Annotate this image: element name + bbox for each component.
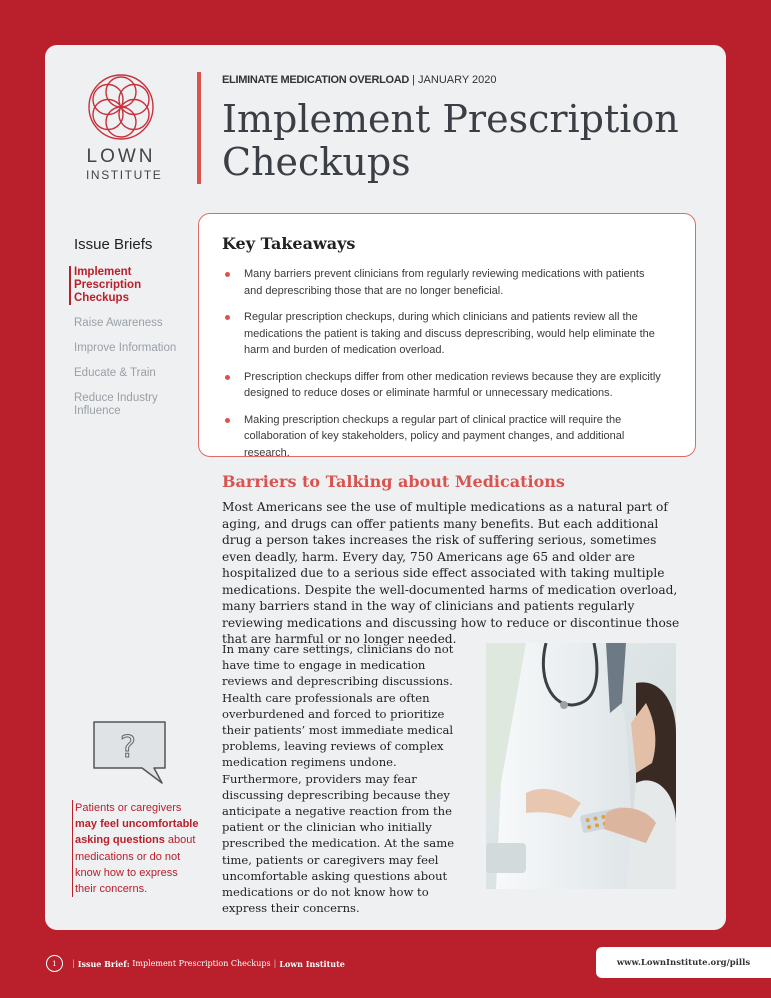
lown-logo-icon	[86, 72, 156, 142]
doctor-photo	[486, 643, 676, 889]
footer-org: Lown Institute	[279, 958, 345, 969]
sidebar-item-implement-prescription-checkups[interactable]: Implement Prescription Checkups	[69, 266, 184, 305]
kicker	[222, 74, 497, 86]
lown-logo	[86, 72, 163, 182]
section-heading: Barriers to Talking about Medications	[222, 472, 565, 491]
doctor-handing-pills-image	[486, 643, 676, 889]
list-item: Prescription checkups differ from other medication reviews because they are explicitly designed to reduce doses or eliminate harmful or unnecessary medications.	[222, 369, 662, 402]
question-mark-glyph: ?	[120, 730, 136, 765]
key-takeaways-box	[198, 213, 696, 457]
list-item: Making prescription checkups a regular part of clinical practice will require the collaboration of key stakeholders, policy and payment changes, and additional research.	[222, 412, 662, 462]
footer-left: 1 | Issue Brief: Implement Prescription Checkups | Lown Institute	[46, 955, 345, 972]
bullet-icon	[225, 418, 230, 423]
sidebar-item-raise-awareness[interactable]: Raise Awareness	[74, 317, 163, 329]
sidebar-nav	[74, 266, 184, 430]
body-paragraph-1: Most Americans see the use of multiple medications as a natural part of aging, and drugs can offer patients many benefits. But each additional drug a person takes increases the risk of suffering serious, sometimes even deadly, harm. Every day, 750 Americans age 65 and older are hospitalized due to a serious side effect associated with taking multiple medications. Despite the well-documented harms of medication overload, many barriers stand in the way of clinicians and patients regularly reviewing medications and discussing how to reduce or discontinue those that are harmful or no longer needed.	[222, 500, 680, 646]
list-item: Many barriers prevent clinicians from regularly reviewing medications with patients and deprescribing those that are no longer beneficial.	[222, 266, 662, 299]
bullet-icon	[225, 375, 230, 380]
bullet-icon	[225, 315, 230, 320]
body-paragraph-2: In many care settings, clinicians do not have time to engage in medication reviews and deprescribing discussions. Health care professionals are often overburdened and forced to prioritize their patients’ most immediate medical problems, leaving reviews of complex medication regimens undone. Furthermore, providers may fear discussing deprescribing because they anticipate a negative reaction from the patient or the clinician who initially prescribed the medication. At the same time, patients or caregivers may feel uncomfortable asking questions about medications or do not know how to express their concerns.	[222, 642, 455, 916]
title-accent-bar	[197, 72, 201, 184]
brand-name: LOWN	[86, 146, 156, 167]
key-takeaways-list	[222, 266, 662, 471]
series-label: ELIMINATE MEDICATION OVERLOAD	[222, 74, 410, 86]
sidebar-title: Issue Briefs	[74, 236, 153, 253]
issue-date: JANUARY 2020	[418, 74, 497, 86]
list-item: Regular prescription checkups, during which clinicians and patients review all the medications the patient is taking and discuss deprescribing, would help eliminate the harm and burden of medication overload.	[222, 309, 662, 359]
bullet-icon	[225, 272, 230, 277]
key-takeaways-title: Key Takeaways	[222, 234, 356, 253]
kicker-separator: |	[412, 74, 415, 86]
footer-label: Issue Brief:	[77, 958, 130, 969]
page-title: Implement Prescription Checkups	[222, 97, 679, 184]
sidebar-item-reduce-industry-influence[interactable]: Reduce Industry Influence	[74, 392, 158, 417]
sidebar-item-educate-train[interactable]: Educate & Train	[74, 367, 156, 379]
question-bubble-icon	[92, 720, 168, 791]
footer-url[interactable]: www.LownInstitute.org/pills	[596, 947, 771, 978]
page-number: 1	[46, 955, 63, 972]
callout-quote: Patients or caregivers may feel uncomfortable asking questions about medications or do not know how to express their concerns.	[72, 800, 200, 897]
sidebar-item-improve-information[interactable]: Improve Information	[74, 342, 177, 354]
footer-doc-title: Implement Prescription Checkups	[132, 959, 271, 968]
brand-sub: INSTITUTE	[86, 168, 163, 182]
